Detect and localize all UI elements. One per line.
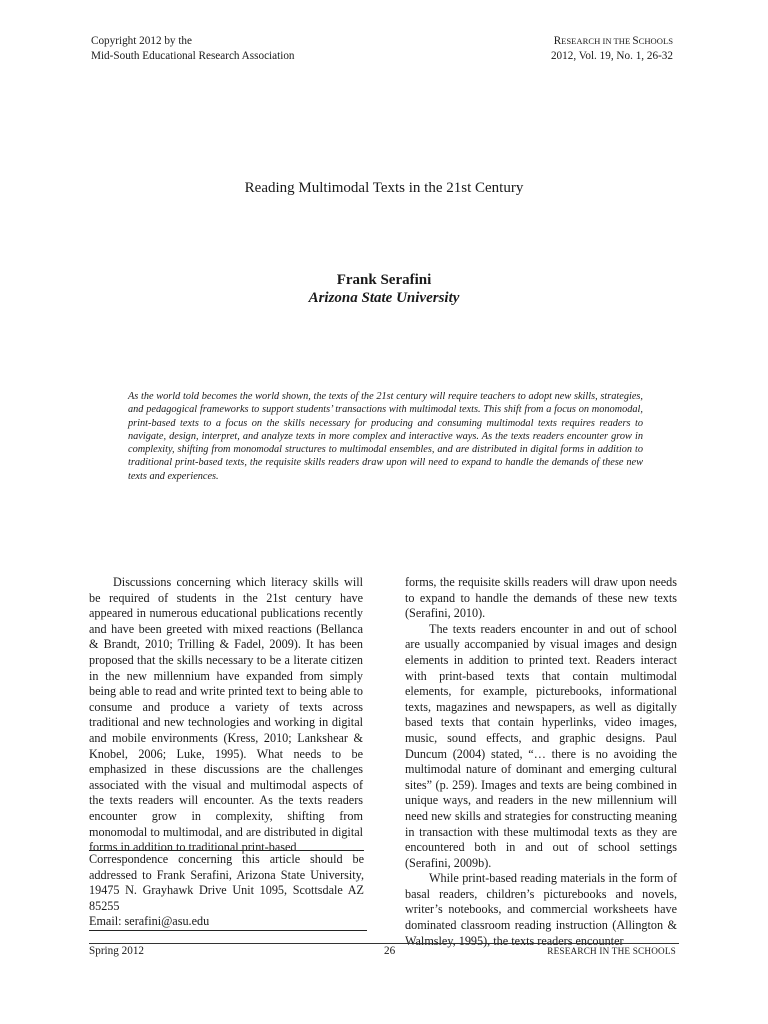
- volume-info: 2012, Vol. 19, No. 1, 26-32: [550, 49, 673, 62]
- paragraph: forms, the requisite skills readers will draw upon needs to expand to handle the demands of these new texts (Serafini, 2010).: [405, 575, 677, 621]
- association-name: Mid-South Educational Research Association: [91, 49, 295, 62]
- paragraph: While print-based reading materials in the form of basal readers, children’s picturebooks and novels, writer’s notebooks, and commercial worksheets have dominated classroom reading instruction (Allington & Walmsley, 1995), the texts readers encounter: [405, 871, 677, 948]
- footer-journal-name: RESEARCH IN THE SCHOOLS: [547, 946, 676, 956]
- footer-divider: [89, 943, 679, 944]
- correspondence-divider: [89, 930, 367, 931]
- correspondence-text: Correspondence concerning this article should be addressed to Frank Serafini, Arizona State University, 19475 N. Grayhawk Drive Unit 1095, Scottsdale AZ 85255: [89, 852, 364, 913]
- page-number: 26: [384, 945, 396, 957]
- copyright-notice: [91, 34, 295, 63]
- journal-name: RESEARCH IN THE SCHOOLS: [553, 35, 673, 47]
- correspondence-note: [89, 850, 364, 930]
- journal-citation: [551, 34, 673, 63]
- correspondence-email: Email: serafini@asu.edu: [89, 914, 210, 929]
- footer-season: Spring 2012: [89, 945, 145, 957]
- body-column-right: [405, 575, 677, 949]
- paragraph: The texts readers encounter in and out of school are usually accompanied by visual images and design elements in addition to printed text. Readers interact with print-based texts that contain multimodal elements, for example, picturebooks, informational texts, magazines and newspapers, as well as digitally based texts that contain hyperlinks, video images, music, sound effects, and graphic designs. Paul Duncum (2004) stated, “… there is no avoiding the multimodal nature of dominant and emerging cultural sites” (p. 259). Images and texts are being combined in unique ways, and readers in the new millennium will need new skills and strategies for constructing meaning in transaction with these multimodal texts as they are encountered both in and out of school settings (Serafini, 2009b).: [405, 621, 677, 870]
- abstract: As the world told becomes the world shown, the texts of the 21st century will require teachers to adopt new skills, strategies, and pedagogical frameworks to support students’ transactions with multimodal texts. This shift from a focus on monomodal, print-based texts to a focus on the skills necessary for producing and consuming multimodal texts requires readers to navigate, design, interpret, and analyze texts in more complex and interactive ways. As the texts readers encounter grow in complexity, shifting from monomodal structures to multimodal ensembles, and are distributed in digital forms in addition to traditional print-based texts, the requisite skills readers draw upon will need to expand to handle the demands of these new texts and experiences.: [128, 391, 643, 482]
- author-name: Frank Serafini: [336, 272, 432, 288]
- article-title: Reading Multimodal Texts in the 21st Century: [244, 180, 524, 196]
- body-column-left: [89, 575, 363, 856]
- author-affiliation: Arizona State University: [308, 290, 460, 306]
- copyright-line: Copyright 2012 by the: [91, 35, 192, 47]
- paragraph: Discussions concerning which literacy skills will be required of students in the 21st century have appeared in numerous educational publications recently and have been greeted with mixed reactions (Bellanca & Brandt, 2010; Trilling & Fadel, 2009). It has been proposed that the skills necessary to be a literate citizen in the new millennium have expanded from simply being able to read and write printed text to being able to consume and produce a variety of texts across traditional and new technologies and working in digital and mobile environments (Kress, 2010; Lankshear & Knobel, 2006; Luke, 1995). What needs to be emphasized in these discussions are the challenges associated with the visual and multimodal aspects of the texts readers will encounter. As the texts readers encounter grow in complexity, shifting from monomodal to multimodal, and are distributed in digital forms in addition to traditional print-based: [89, 575, 363, 855]
